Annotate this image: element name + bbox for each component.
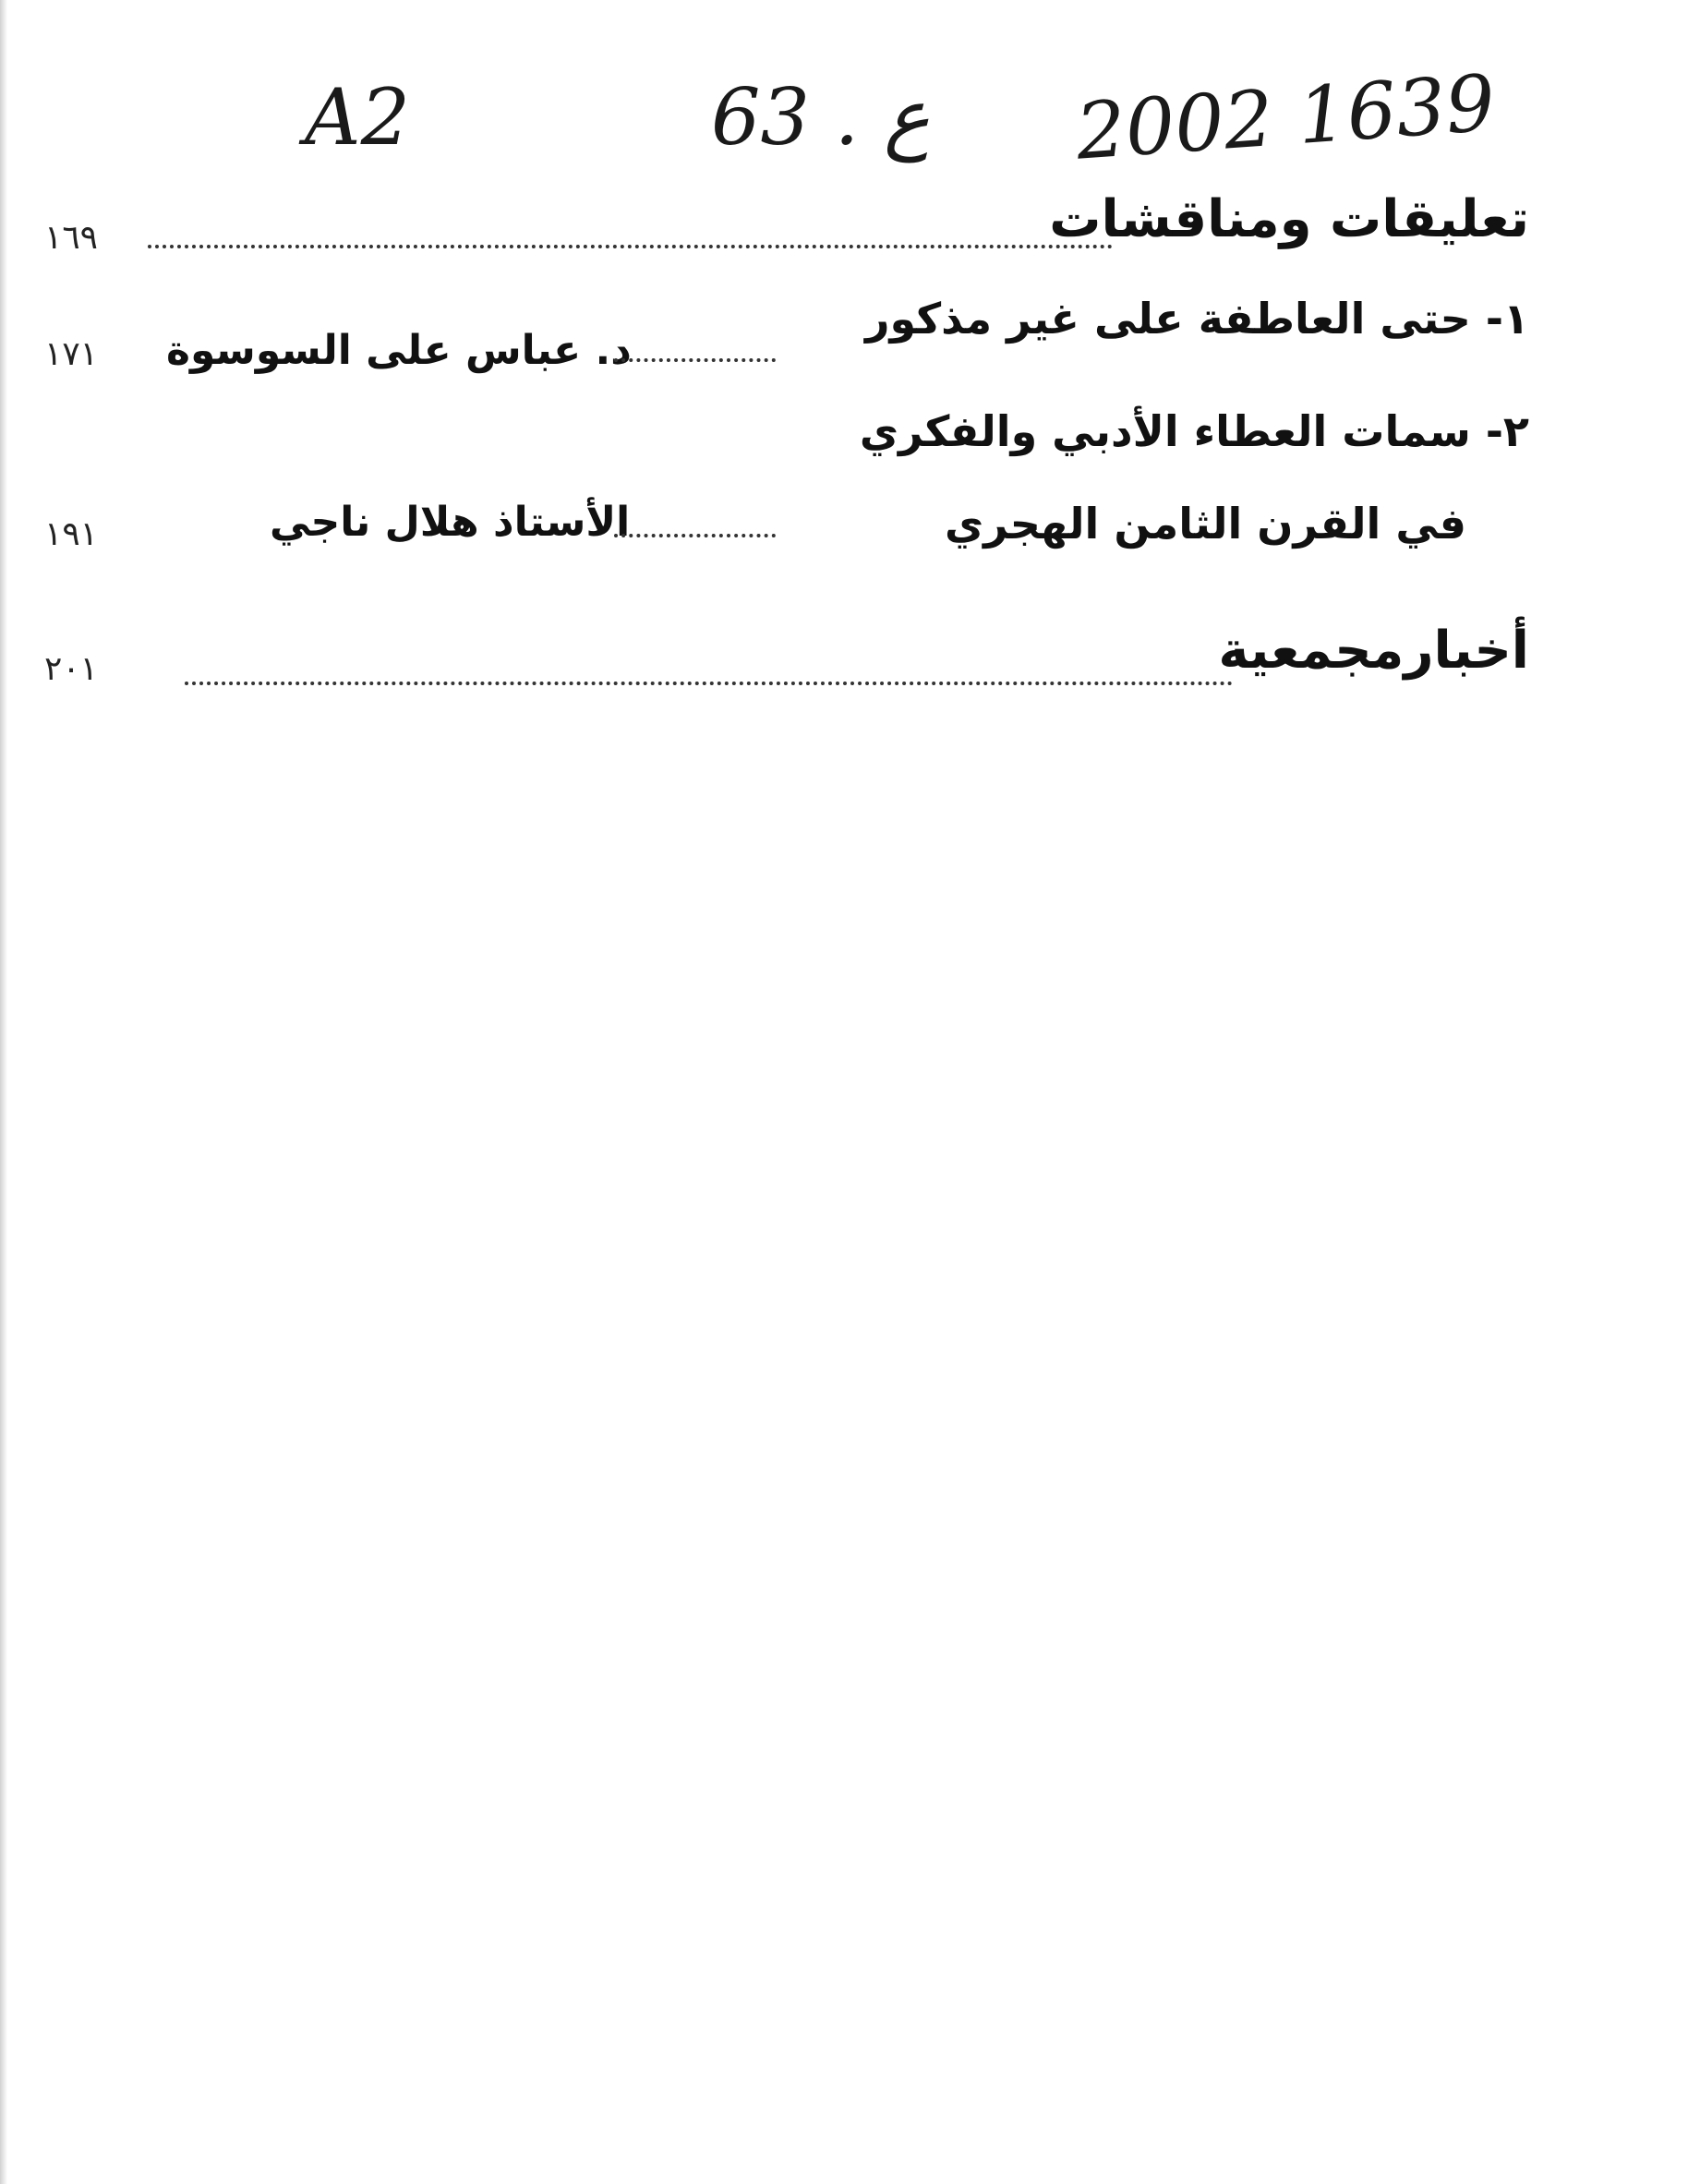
page-number: ١٧١	[44, 335, 99, 373]
section-title-academy-news: أخبارمجمعية	[1218, 621, 1529, 681]
entry-title-line1: ٢- سمات العطاء الأدبي والفكري	[859, 406, 1529, 456]
entry-title: ١- حتى العاطفة على غير مذكور	[865, 294, 1529, 344]
section-title-comments: تعليقات ومناقشات	[1049, 189, 1529, 249]
leader-dots	[614, 358, 776, 362]
handwritten-code-a2: A2	[305, 72, 411, 163]
page-number: ٢٠١	[44, 650, 99, 688]
page-number: ١٦٩	[44, 219, 99, 257]
scan-edge-shadow	[0, 0, 7, 2184]
page-number: ١٩١	[44, 515, 99, 553]
entry-author: الأستاذ هلال ناجي	[270, 499, 631, 546]
leader-dots	[185, 682, 1233, 685]
entry-title-line2: في القرن الثامن الهجري	[944, 499, 1466, 549]
entry-author: د. عباس على السوسوة	[166, 327, 632, 374]
handwritten-code-2002: 2002 1639	[1073, 57, 1499, 177]
leader-dots	[614, 534, 776, 537]
handwritten-code-63: 63 . ع	[711, 72, 931, 163]
leader-dots	[148, 245, 1113, 248]
